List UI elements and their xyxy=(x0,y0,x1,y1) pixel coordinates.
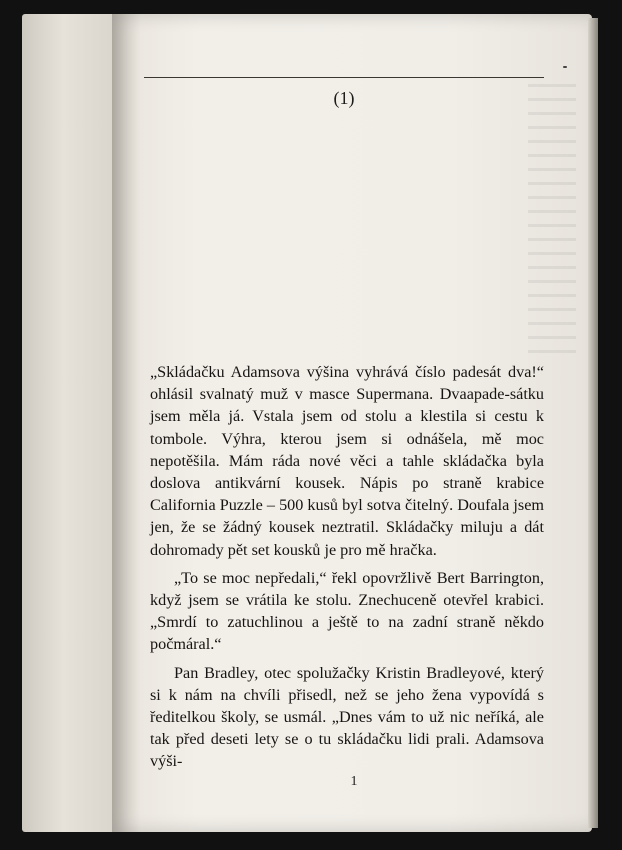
paragraph-3: Pan Bradley, otec spolužačky Kristin Bradleyové, který si k nám na chvíli přisedl, než se jeho žena vypovídá s ředitelkou školy, se usmál. „Dnes vám to už nic neříká, ale tak před deseti lety se o tu skládačku lidi prali. Adamsova výši- xyxy=(150,663,544,771)
header-rule xyxy=(144,77,544,78)
page-stack-edge xyxy=(588,18,598,828)
chapter-number: (1) xyxy=(333,88,355,108)
paragraph-1: „Skládačku Adamsova výšina vyhrává číslo padesát dva!“ ohlásil svalnatý muž v masce Supermana. Dvaapade-sátku jsem měla já. Vstala jsem od stolu a klestila si cestu k tombole. Výhra, kterou jsem si odnášela, mě moc nepotěšila. Mám ráda nové věci a tahle skládačka byla doslova antikvární kousek. Nápis po straně krabice California Puzzle – 500 kusů byl sotva čitelný. Doufala jsem jen, že se žádný kousek neztratil. Skládačky miluju a dát dohromady pět set kousků je pro mě hračka. xyxy=(150,363,544,559)
page-mark xyxy=(563,66,567,68)
page-number: 1 xyxy=(350,774,358,789)
paragraph-2: „To se moc nepředali,“ řekl opovržlivě Bert Barrington, když jsem se vrátila ke stolu. Znechuceně otevřel krabici. „Smrdí to zatuchlinou a ještě to na zadní straně někdo počmáral.“ xyxy=(150,568,544,654)
chapter-body xyxy=(150,361,544,773)
show-through-text xyxy=(528,84,576,354)
